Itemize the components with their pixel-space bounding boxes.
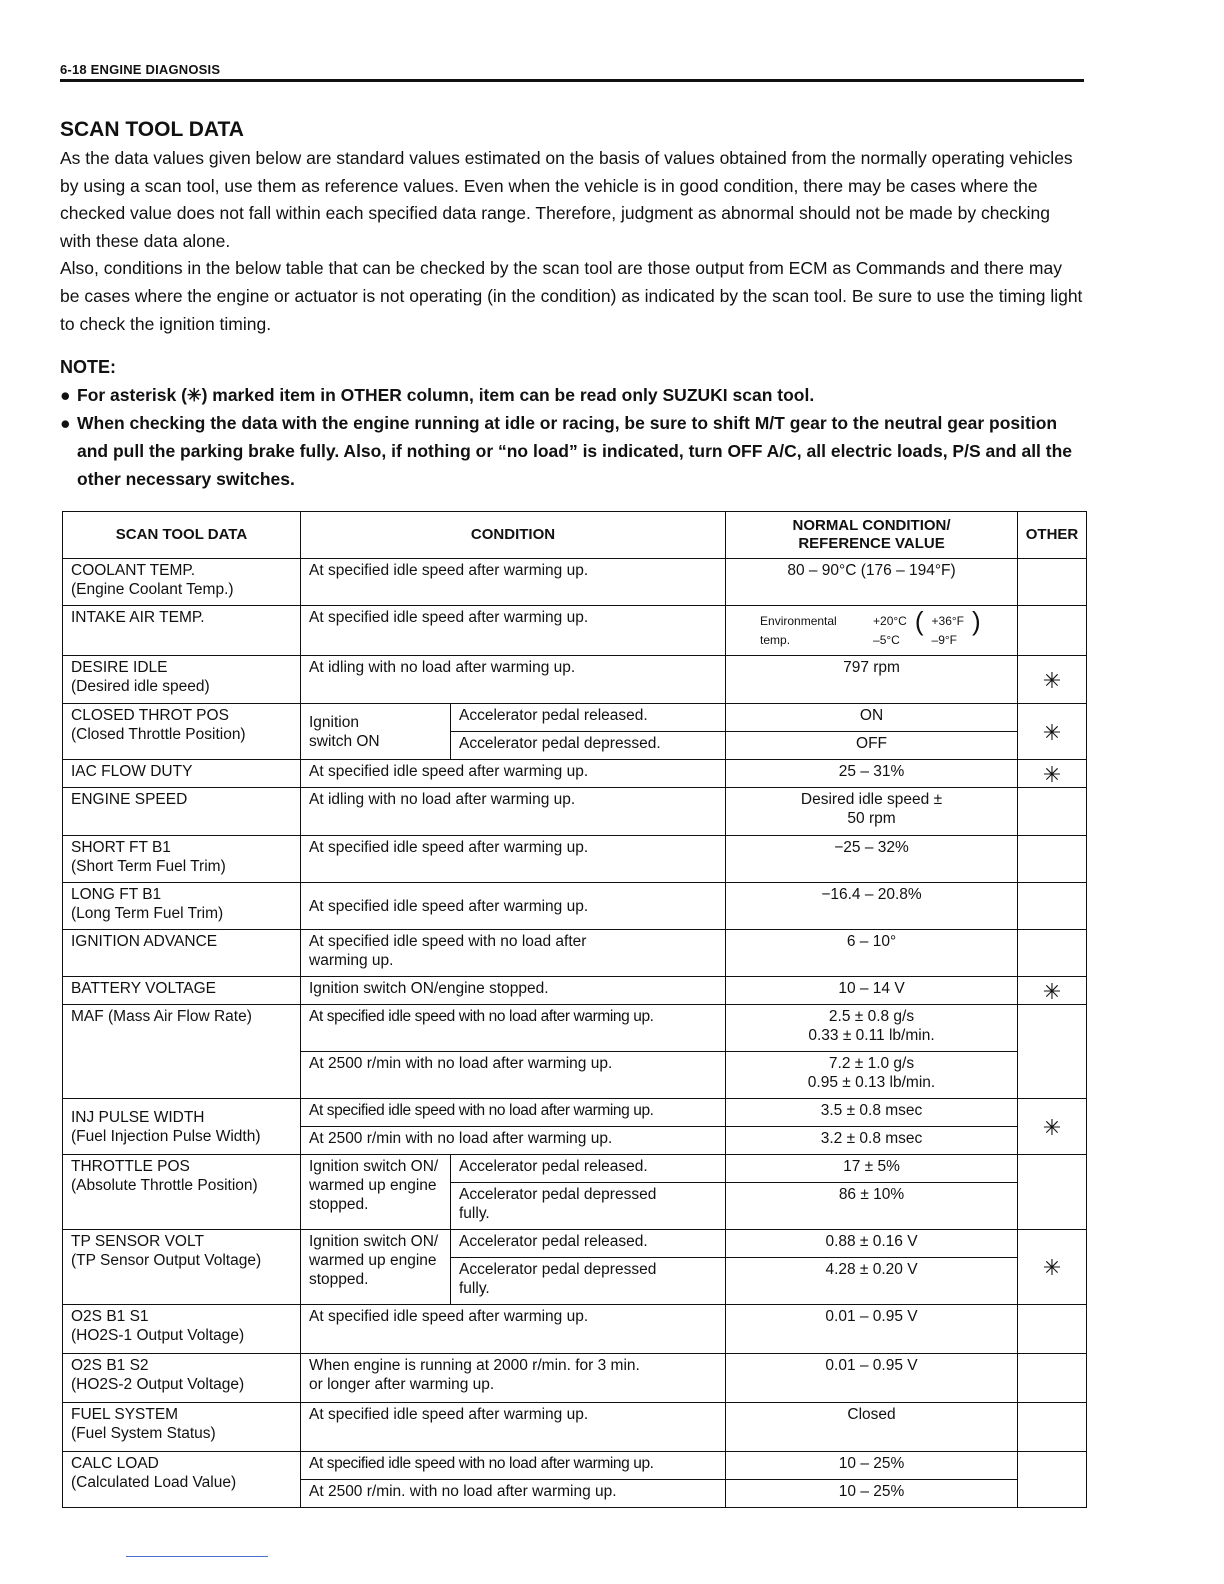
bullet-icon: ●	[60, 413, 71, 433]
other-cell	[1018, 1354, 1087, 1403]
value-cell	[726, 1052, 1018, 1099]
data-name-cell: ENGINE SPEED	[63, 788, 301, 836]
value-cell: −25 – 32%	[726, 836, 1018, 883]
table-row	[63, 836, 1087, 883]
other-cell	[1018, 883, 1087, 930]
value-cell	[726, 606, 1018, 656]
condition-sub-cell	[451, 1183, 726, 1230]
data-name-cell	[63, 704, 301, 760]
condition-cell: At specified idle speed after warming up.	[301, 760, 726, 788]
condition-main-line: warmed up engine	[309, 1177, 437, 1194]
intro-paragraph-2: Also, conditions in the below table that can be checked by the scan tool are those output from ECM as Commands and there may be cases where the engine or actuator is not operating (in the condition) as indicated by the scan tool. Be sure to use the timing light to check the ignition timing.	[60, 258, 1083, 334]
condition-main-cell	[301, 1230, 451, 1305]
data-sublabel: (Absolute Throttle Position)	[71, 1177, 258, 1194]
asterisk-icon: ✳	[1018, 1230, 1087, 1305]
value-cell: ON	[726, 704, 1018, 732]
data-name-cell	[63, 1155, 301, 1230]
other-cell	[1018, 930, 1087, 977]
environmental-temp-table	[756, 606, 985, 650]
data-name-cell: IAC FLOW DUTY	[63, 760, 301, 788]
table-row	[63, 1305, 1087, 1354]
condition-cell: At specified idle speed after warming up.	[301, 836, 726, 883]
condition-cell: At specified idle speed with no load after warming up.	[301, 1452, 726, 1480]
bullet-icon: ●	[60, 385, 71, 405]
value-cell: 797 rpm	[726, 656, 1018, 704]
other-cell	[1018, 1005, 1087, 1099]
condition-cell: At 2500 r/min with no load after warming up.	[301, 1052, 726, 1099]
data-label: TP SENSOR VOLT	[71, 1233, 204, 1250]
intro-text	[60, 145, 1084, 338]
data-sublabel: (Fuel System Status)	[71, 1425, 216, 1442]
value-cell: OFF	[726, 732, 1018, 760]
condition-cell: At idling with no load after warming up.	[301, 788, 726, 836]
condition-main-line: switch ON	[309, 733, 380, 750]
other-cell	[1018, 1155, 1087, 1230]
other-cell	[1018, 788, 1087, 836]
condition-cell: At specified idle speed with no load after warming up.	[301, 1005, 726, 1052]
value-line: Desired idle speed ±	[800, 791, 943, 808]
condition-cell: At specified idle speed after warming up.	[301, 606, 726, 656]
table-row	[63, 977, 1087, 1005]
condition-main-cell	[301, 704, 451, 760]
value-cell: 17 ± 5%	[726, 1155, 1018, 1183]
data-sublabel: (Long Term Fuel Trim)	[71, 905, 224, 922]
data-label: COOLANT TEMP.	[71, 562, 196, 579]
value-line: 50 rpm	[847, 810, 896, 827]
data-sublabel: (Fuel Injection Pulse Width)	[71, 1128, 261, 1145]
condition-sub-cell: Accelerator pedal released.	[451, 1155, 726, 1183]
env-celsius-2: –5°C	[873, 633, 900, 647]
table-row	[63, 788, 1087, 836]
note-list	[60, 381, 1086, 493]
data-sublabel: (Closed Throttle Position)	[71, 726, 246, 743]
asterisk-icon: ✳	[1018, 760, 1087, 788]
condition-cell	[301, 930, 726, 977]
footer-rule	[126, 1556, 268, 1557]
value-cell: 10 – 25%	[726, 1480, 1018, 1508]
asterisk-icon: ✳	[1018, 704, 1087, 760]
env-label-1: Environmental	[760, 614, 837, 628]
condition-main-line: Ignition switch ON/	[309, 1233, 439, 1250]
note-text: When checking the data with the engine running at idle or racing, be sure to shift M/T gear to the neutral gear position and pull the parking brake fully. Also, if nothing or “no load” is indicated, turn OFF A/C, all electric loads, P/S and all the other necessary switches.	[77, 413, 1073, 489]
value-cell: 0.01 – 0.95 V	[726, 1305, 1018, 1354]
value-cell	[726, 1005, 1018, 1052]
page-header: 6-18 ENGINE DIAGNOSIS	[60, 62, 1084, 82]
condition-sub-cell: Accelerator pedal released.	[451, 1230, 726, 1258]
data-name-cell: IGNITION ADVANCE	[63, 930, 301, 977]
condition-cell: At specified idle speed after warming up.	[301, 883, 726, 930]
data-name-cell: INTAKE AIR TEMP.	[63, 606, 301, 656]
other-cell	[1018, 1305, 1087, 1354]
data-label: FUEL SYSTEM	[71, 1406, 179, 1423]
condition-main-line: warmed up engine	[309, 1252, 437, 1269]
value-line: 2.5 ± 0.8 g/s	[828, 1008, 915, 1025]
data-name-cell	[63, 1230, 301, 1305]
env-paren-close-icon: )	[972, 606, 981, 636]
condition-main-line: Ignition	[309, 714, 359, 731]
value-cell: 25 – 31%	[726, 760, 1018, 788]
note-title: NOTE:	[60, 357, 116, 377]
condition-cell: At specified idle speed after warming up.	[301, 1403, 726, 1452]
other-cell	[1018, 559, 1087, 606]
condition-line: Accelerator pedal depressed	[459, 1261, 657, 1278]
table-row	[63, 1403, 1087, 1452]
data-label: CLOSED THROT POS	[71, 707, 229, 724]
data-label: DESIRE IDLE	[71, 659, 168, 676]
data-name-cell	[63, 1403, 301, 1452]
value-cell: 6 – 10°	[726, 930, 1018, 977]
data-name-cell: BATTERY VOLTAGE	[63, 977, 301, 1005]
data-sublabel: (HO2S-2 Output Voltage)	[71, 1376, 245, 1393]
condition-line: fully.	[459, 1280, 490, 1297]
page-title: SCAN TOOL DATA	[60, 118, 244, 141]
value-cell: 80 – 90°C (176 – 194°F)	[726, 559, 1018, 606]
condition-line: or longer after warming up.	[309, 1376, 495, 1393]
table-row	[63, 656, 1087, 704]
other-cell	[1018, 836, 1087, 883]
value-cell: 10 – 14 V	[726, 977, 1018, 1005]
data-sublabel: (Engine Coolant Temp.)	[71, 581, 234, 598]
condition-cell: At specified idle speed after warming up.	[301, 1305, 726, 1354]
value-cell: 0.01 – 0.95 V	[726, 1354, 1018, 1403]
condition-line: Accelerator pedal depressed	[459, 1186, 657, 1203]
table-row	[63, 606, 1087, 656]
table-header-row	[63, 512, 1087, 559]
note-text: For asterisk (✳) marked item in OTHER column, item can be read only SUZUKI scan tool.	[77, 385, 815, 405]
table-row	[63, 559, 1087, 606]
header-condition: CONDITION	[301, 512, 726, 559]
asterisk-icon: ✳	[1018, 977, 1087, 1005]
header-scan-tool-data: SCAN TOOL DATA	[63, 512, 301, 559]
condition-cell: Ignition switch ON/engine stopped.	[301, 977, 726, 1005]
table-row	[63, 1099, 1087, 1127]
table-row	[63, 1230, 1087, 1258]
data-label: CALC LOAD	[71, 1455, 159, 1472]
value-cell	[726, 788, 1018, 836]
condition-cell: At 2500 r/min with no load after warming up.	[301, 1127, 726, 1155]
header-normal-line-2: REFERENCE VALUE	[798, 535, 945, 552]
data-label: INJ PULSE WIDTH	[71, 1109, 205, 1126]
condition-main-line: stopped.	[309, 1196, 369, 1213]
data-label: LONG FT B1	[71, 886, 162, 903]
env-fahrenheit-2: –9°F	[931, 633, 957, 647]
condition-main-line: Ignition switch ON/	[309, 1158, 439, 1175]
other-cell	[1018, 606, 1087, 656]
data-label: THROTTLE POS	[71, 1158, 190, 1175]
header-other: OTHER	[1018, 512, 1087, 559]
data-label: O2S B1 S2	[71, 1357, 149, 1374]
condition-cell: At specified idle speed after warming up.	[301, 559, 726, 606]
header-normal-line-1: NORMAL CONDITION/	[792, 517, 951, 534]
data-name-cell	[63, 1099, 301, 1155]
value-cell: 0.88 ± 0.16 V	[726, 1230, 1018, 1258]
condition-sub-cell: Accelerator pedal released.	[451, 704, 726, 732]
value-cell: −16.4 – 20.8%	[726, 883, 1018, 930]
value-cell: 86 ± 10%	[726, 1183, 1018, 1230]
asterisk-icon: ✳	[1018, 1099, 1087, 1155]
condition-sub-cell: Accelerator pedal depressed.	[451, 732, 726, 760]
value-cell: Closed	[726, 1403, 1018, 1452]
data-name-cell	[63, 1354, 301, 1403]
asterisk-icon: ✳	[1018, 656, 1087, 704]
table-row	[63, 760, 1087, 788]
data-sublabel: (Short Term Fuel Trim)	[71, 858, 226, 875]
condition-line: fully.	[459, 1205, 490, 1222]
note-item	[60, 409, 1086, 493]
data-name-cell	[63, 656, 301, 704]
value-line: 7.2 ± 1.0 g/s	[828, 1055, 915, 1072]
other-cell	[1018, 1452, 1087, 1508]
other-cell	[1018, 1403, 1087, 1452]
condition-main-line: stopped.	[309, 1271, 369, 1288]
env-paren-open-icon: (	[914, 606, 924, 636]
intro-paragraph-1: As the data values given below are standard values estimated on the basis of values obtained from the normally operating vehicles by using a scan tool, use them as reference values. Even when the vehicle is in good condition, there may be cases where the checked value does not fall within each specified data range. Therefore, judgment as abnormal should not be made by checking with these data alone.	[60, 148, 1073, 251]
condition-line: When engine is running at 2000 r/min. for 3 min.	[309, 1357, 640, 1374]
table-row	[63, 704, 1087, 732]
data-sublabel: (TP Sensor Output Voltage)	[71, 1252, 262, 1269]
condition-cell	[301, 1354, 726, 1403]
value-line: 0.33 ± 0.11 lb/min.	[808, 1027, 935, 1044]
data-name-cell	[63, 1305, 301, 1354]
table-row	[63, 883, 1087, 930]
data-sublabel: (HO2S-1 Output Voltage)	[71, 1327, 245, 1344]
data-name-cell: MAF (Mass Air Flow Rate)	[63, 1005, 301, 1099]
value-cell: 3.5 ± 0.8 msec	[726, 1099, 1018, 1127]
data-name-cell	[63, 883, 301, 930]
data-label: O2S B1 S1	[71, 1308, 149, 1325]
data-label: SHORT FT B1	[71, 839, 171, 856]
value-cell: 4.28 ± 0.20 V	[726, 1258, 1018, 1305]
scan-tool-data-table	[62, 511, 1087, 1508]
data-name-cell	[63, 836, 301, 883]
condition-main-cell	[301, 1155, 451, 1230]
data-sublabel: (Calculated Load Value)	[71, 1474, 237, 1491]
env-celsius-1: +20°C	[873, 614, 907, 628]
table-row	[63, 1155, 1087, 1183]
env-label-2: temp.	[760, 633, 791, 647]
table-row	[63, 1005, 1087, 1052]
condition-cell: At 2500 r/min. with no load after warming up.	[301, 1480, 726, 1508]
header-normal-condition	[726, 512, 1018, 559]
condition-cell: At idling with no load after warming up.	[301, 656, 726, 704]
value-cell: 10 – 25%	[726, 1452, 1018, 1480]
table-row	[63, 930, 1087, 977]
condition-line: warming up.	[309, 952, 394, 969]
data-name-cell	[63, 1452, 301, 1508]
condition-sub-cell	[451, 1258, 726, 1305]
data-name-cell	[63, 559, 301, 606]
table-row	[63, 1452, 1087, 1480]
value-line: 0.95 ± 0.13 lb/min.	[807, 1074, 936, 1091]
value-cell: 3.2 ± 0.8 msec	[726, 1127, 1018, 1155]
data-sublabel: (Desired idle speed)	[71, 678, 210, 695]
condition-cell: At specified idle speed with no load after warming up.	[301, 1099, 726, 1127]
note-item	[60, 381, 1086, 409]
table-row	[63, 1354, 1087, 1403]
env-fahrenheit-1: +36°F	[931, 614, 964, 628]
condition-line: At specified idle speed with no load after	[309, 933, 587, 950]
